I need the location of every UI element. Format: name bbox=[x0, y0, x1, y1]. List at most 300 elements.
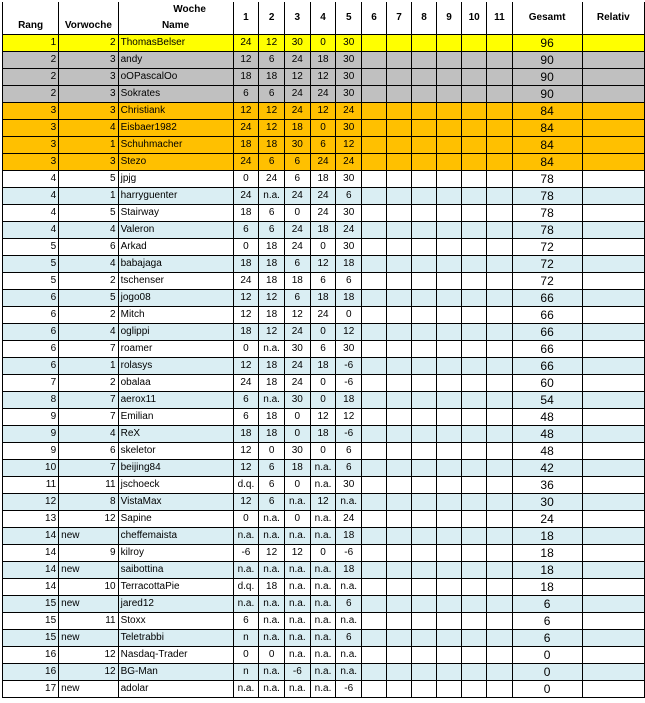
week-score-cell: 24 bbox=[284, 103, 310, 120]
relativ-cell bbox=[582, 52, 644, 69]
week-score-cell: 0 bbox=[233, 511, 259, 528]
week-score-cell: 24 bbox=[336, 103, 362, 120]
relativ-cell bbox=[582, 307, 644, 324]
week-score-cell: 18 bbox=[310, 52, 336, 69]
week-score-cell: 0 bbox=[310, 35, 336, 52]
week-score-cell: 12 bbox=[310, 103, 336, 120]
week-score-cell bbox=[387, 477, 412, 494]
relativ-cell bbox=[582, 426, 644, 443]
week-score-cell bbox=[387, 137, 412, 154]
week-score-cell bbox=[362, 511, 387, 528]
rang-cell: 6 bbox=[3, 290, 59, 307]
table-row bbox=[3, 222, 645, 239]
week-score-cell bbox=[436, 392, 461, 409]
week-score-cell: 0 bbox=[310, 375, 336, 392]
week-score-cell: 18 bbox=[310, 171, 336, 188]
week-score-cell bbox=[362, 647, 387, 664]
name-cell: oOPascalOo bbox=[118, 69, 233, 86]
week-score-cell: 24 bbox=[233, 188, 259, 205]
relativ-cell bbox=[582, 545, 644, 562]
week-score-cell bbox=[412, 613, 437, 630]
vorwoche-cell: 7 bbox=[59, 460, 118, 477]
week-score-cell bbox=[412, 664, 437, 681]
table-row bbox=[3, 256, 645, 273]
week-score-cell bbox=[387, 256, 412, 273]
week-score-cell bbox=[461, 69, 486, 86]
week-score-cell: n.a. bbox=[336, 647, 362, 664]
week-score-cell bbox=[412, 52, 437, 69]
week-score-cell bbox=[387, 290, 412, 307]
gesamt-cell: 66 bbox=[512, 358, 582, 375]
gesamt-cell: 66 bbox=[512, 290, 582, 307]
week-score-cell bbox=[387, 613, 412, 630]
week-score-cell: 18 bbox=[259, 256, 285, 273]
week-score-cell bbox=[461, 273, 486, 290]
week-score-cell: n.a. bbox=[233, 562, 259, 579]
week-score-cell bbox=[412, 460, 437, 477]
table-row bbox=[3, 324, 645, 341]
week-score-cell bbox=[461, 647, 486, 664]
table-row bbox=[3, 358, 645, 375]
week-score-cell bbox=[387, 375, 412, 392]
week-score-cell bbox=[461, 426, 486, 443]
week-score-cell bbox=[387, 562, 412, 579]
week-score-cell: 18 bbox=[233, 426, 259, 443]
week-score-cell: 12 bbox=[310, 69, 336, 86]
week-score-cell: n.a. bbox=[310, 647, 336, 664]
rang-cell: 14 bbox=[3, 545, 59, 562]
week-score-cell: 6 bbox=[233, 222, 259, 239]
week-score-cell: 24 bbox=[336, 154, 362, 171]
week-score-cell bbox=[461, 494, 486, 511]
table-row bbox=[3, 205, 645, 222]
gesamt-cell: 72 bbox=[512, 256, 582, 273]
gesamt-cell: 54 bbox=[512, 392, 582, 409]
week-score-cell: 12 bbox=[233, 52, 259, 69]
week-score-cell bbox=[412, 392, 437, 409]
week-score-cell: 6 bbox=[259, 222, 285, 239]
gesamt-header: Gesamt bbox=[512, 2, 582, 35]
week-score-cell bbox=[487, 596, 512, 613]
week-score-cell bbox=[436, 511, 461, 528]
week-score-cell: n.a. bbox=[259, 511, 285, 528]
week-score-cell bbox=[362, 460, 387, 477]
week-score-cell bbox=[412, 137, 437, 154]
week-score-cell bbox=[436, 103, 461, 120]
rang-cell: 3 bbox=[3, 120, 59, 137]
week-score-cell bbox=[436, 596, 461, 613]
vorwoche-header: Vorwoche bbox=[59, 18, 118, 35]
week-score-cell: 24 bbox=[233, 375, 259, 392]
week-score-cell bbox=[387, 120, 412, 137]
week-score-cell bbox=[487, 392, 512, 409]
week-score-cell bbox=[362, 171, 387, 188]
vorwoche-cell: 2 bbox=[59, 307, 118, 324]
week-score-cell bbox=[487, 52, 512, 69]
week-score-cell: n.a. bbox=[310, 477, 336, 494]
gesamt-cell: 0 bbox=[512, 664, 582, 681]
week-score-cell bbox=[362, 35, 387, 52]
week-score-cell bbox=[436, 528, 461, 545]
week-score-cell bbox=[387, 307, 412, 324]
week-score-cell: 0 bbox=[259, 647, 285, 664]
week-score-cell bbox=[412, 256, 437, 273]
week-score-cell: -6 bbox=[233, 545, 259, 562]
relativ-cell bbox=[582, 103, 644, 120]
relativ-cell bbox=[582, 528, 644, 545]
name-cell: Eisbaer1982 bbox=[118, 120, 233, 137]
week-score-cell: n.a. bbox=[284, 681, 310, 698]
week-score-cell: 30 bbox=[336, 205, 362, 222]
gesamt-cell: 42 bbox=[512, 460, 582, 477]
week-score-cell: 18 bbox=[233, 324, 259, 341]
name-cell: skeletor bbox=[118, 443, 233, 460]
relativ-cell bbox=[582, 239, 644, 256]
week-score-cell bbox=[362, 426, 387, 443]
table-row bbox=[3, 171, 645, 188]
week-score-cell bbox=[436, 426, 461, 443]
relativ-header: Relativ bbox=[582, 2, 644, 35]
week-score-cell bbox=[387, 35, 412, 52]
week-score-cell: 30 bbox=[284, 35, 310, 52]
week-score-cell: 30 bbox=[284, 341, 310, 358]
week-score-cell: 6 bbox=[336, 630, 362, 647]
week-score-cell bbox=[362, 392, 387, 409]
gesamt-cell: 78 bbox=[512, 188, 582, 205]
week-score-cell: 6 bbox=[233, 409, 259, 426]
vorwoche-cell: new bbox=[59, 562, 118, 579]
name-cell: Arkad bbox=[118, 239, 233, 256]
week-score-cell: n.a. bbox=[310, 528, 336, 545]
week-score-cell: 0 bbox=[310, 324, 336, 341]
week-score-cell bbox=[362, 375, 387, 392]
week-score-cell bbox=[362, 681, 387, 698]
gesamt-cell: 90 bbox=[512, 86, 582, 103]
week-score-cell: 18 bbox=[259, 358, 285, 375]
week-score-cell bbox=[387, 409, 412, 426]
name-cell: jared12 bbox=[118, 596, 233, 613]
week-score-cell bbox=[362, 69, 387, 86]
rang-header: Rang bbox=[3, 18, 59, 35]
gesamt-cell: 66 bbox=[512, 324, 582, 341]
gesamt-cell: 78 bbox=[512, 171, 582, 188]
name-cell: jpjg bbox=[118, 171, 233, 188]
week-score-cell: n.a. bbox=[259, 341, 285, 358]
week-score-cell: 0 bbox=[284, 205, 310, 222]
relativ-cell bbox=[582, 137, 644, 154]
rang-cell: 1 bbox=[3, 35, 59, 52]
gesamt-cell: 6 bbox=[512, 630, 582, 647]
relativ-cell bbox=[582, 171, 644, 188]
week-score-cell bbox=[436, 443, 461, 460]
table-row bbox=[3, 290, 645, 307]
week-score-cell bbox=[487, 375, 512, 392]
name-cell: harryguenter bbox=[118, 188, 233, 205]
week-score-cell: 18 bbox=[259, 307, 285, 324]
week-score-cell: 12 bbox=[259, 35, 285, 52]
week-score-cell bbox=[412, 341, 437, 358]
gesamt-cell: 72 bbox=[512, 273, 582, 290]
vorwoche-cell: 7 bbox=[59, 409, 118, 426]
week-score-cell: 6 bbox=[259, 154, 285, 171]
table-row bbox=[3, 392, 645, 409]
week-score-cell bbox=[487, 579, 512, 596]
gesamt-cell: 90 bbox=[512, 69, 582, 86]
week-score-cell: 30 bbox=[284, 392, 310, 409]
name-cell: aerox11 bbox=[118, 392, 233, 409]
name-cell: obalaa bbox=[118, 375, 233, 392]
week-header: 9 bbox=[436, 2, 461, 35]
week-score-cell bbox=[412, 545, 437, 562]
rang-cell: 12 bbox=[3, 494, 59, 511]
week-score-cell bbox=[412, 120, 437, 137]
rang-cell: 17 bbox=[3, 681, 59, 698]
week-score-cell bbox=[487, 239, 512, 256]
week-score-cell: 18 bbox=[284, 273, 310, 290]
gesamt-cell: 48 bbox=[512, 443, 582, 460]
week-score-cell: n.a. bbox=[284, 494, 310, 511]
week-score-cell bbox=[412, 630, 437, 647]
relativ-cell bbox=[582, 69, 644, 86]
week-score-cell bbox=[461, 341, 486, 358]
week-score-cell bbox=[387, 494, 412, 511]
week-score-cell: 18 bbox=[284, 460, 310, 477]
table-row bbox=[3, 307, 645, 324]
week-score-cell bbox=[487, 562, 512, 579]
gesamt-cell: 36 bbox=[512, 477, 582, 494]
vorwoche-cell: new bbox=[59, 596, 118, 613]
week-score-cell: 18 bbox=[259, 426, 285, 443]
name-cell: saibottina bbox=[118, 562, 233, 579]
week-score-cell bbox=[362, 52, 387, 69]
week-score-cell: n.a. bbox=[259, 664, 285, 681]
rang-cell: 4 bbox=[3, 188, 59, 205]
gesamt-cell: 84 bbox=[512, 154, 582, 171]
week-score-cell: n.a. bbox=[310, 511, 336, 528]
week-score-cell: 6 bbox=[233, 392, 259, 409]
week-score-cell bbox=[412, 443, 437, 460]
week-score-cell bbox=[487, 69, 512, 86]
rang-cell: 3 bbox=[3, 137, 59, 154]
table-row bbox=[3, 664, 645, 681]
week-score-cell bbox=[487, 256, 512, 273]
name-cell: Emilian bbox=[118, 409, 233, 426]
week-score-cell: 30 bbox=[336, 120, 362, 137]
week-score-cell bbox=[412, 222, 437, 239]
week-score-cell bbox=[362, 528, 387, 545]
week-score-cell bbox=[436, 290, 461, 307]
table-row bbox=[3, 579, 645, 596]
table-row bbox=[3, 154, 645, 171]
week-score-cell bbox=[412, 205, 437, 222]
week-score-cell bbox=[362, 188, 387, 205]
week-score-cell: 6 bbox=[284, 256, 310, 273]
week-score-cell bbox=[387, 69, 412, 86]
week-score-cell: 12 bbox=[259, 103, 285, 120]
week-score-cell: n.a. bbox=[310, 596, 336, 613]
table-row bbox=[3, 681, 645, 698]
week-score-cell bbox=[487, 103, 512, 120]
week-score-cell: 18 bbox=[259, 239, 285, 256]
table-row bbox=[3, 528, 645, 545]
week-score-cell bbox=[461, 103, 486, 120]
vorwoche-cell: 3 bbox=[59, 69, 118, 86]
name-cell: Mitch bbox=[118, 307, 233, 324]
week-score-cell bbox=[436, 171, 461, 188]
week-score-cell: 0 bbox=[233, 239, 259, 256]
week-score-cell: n.a. bbox=[310, 460, 336, 477]
week-score-cell: 0 bbox=[284, 477, 310, 494]
week-score-cell bbox=[412, 307, 437, 324]
vorwoche-cell: 3 bbox=[59, 103, 118, 120]
week-score-cell: 12 bbox=[336, 324, 362, 341]
week-score-cell bbox=[412, 239, 437, 256]
week-score-cell: n.a. bbox=[259, 630, 285, 647]
vorwoche-cell: 1 bbox=[59, 137, 118, 154]
rang-cell: 5 bbox=[3, 239, 59, 256]
week-score-cell bbox=[412, 494, 437, 511]
rang-cell: 16 bbox=[3, 664, 59, 681]
week-score-cell bbox=[461, 443, 486, 460]
week-score-cell bbox=[436, 307, 461, 324]
week-score-cell: 12 bbox=[284, 307, 310, 324]
week-score-cell bbox=[436, 324, 461, 341]
relativ-cell bbox=[582, 460, 644, 477]
relativ-cell bbox=[582, 256, 644, 273]
gesamt-cell: 66 bbox=[512, 341, 582, 358]
week-score-cell: 12 bbox=[233, 290, 259, 307]
week-score-cell bbox=[487, 341, 512, 358]
vorwoche-cell: 3 bbox=[59, 154, 118, 171]
gesamt-cell: 48 bbox=[512, 426, 582, 443]
name-cell: tschenser bbox=[118, 273, 233, 290]
week-score-cell bbox=[412, 647, 437, 664]
vorwoche-cell: 7 bbox=[59, 341, 118, 358]
vorwoche-cell: 2 bbox=[59, 273, 118, 290]
week-score-cell bbox=[461, 358, 486, 375]
week-score-cell: 6 bbox=[259, 205, 285, 222]
week-score-cell bbox=[362, 579, 387, 596]
week-score-cell bbox=[436, 664, 461, 681]
table-row bbox=[3, 460, 645, 477]
relativ-cell bbox=[582, 494, 644, 511]
week-score-cell: n.a. bbox=[259, 528, 285, 545]
name-cell: Stairway bbox=[118, 205, 233, 222]
name-cell: jschoeck bbox=[118, 477, 233, 494]
vorwoche-cell: 5 bbox=[59, 171, 118, 188]
vorwoche-cell: 1 bbox=[59, 358, 118, 375]
week-score-cell: 0 bbox=[310, 545, 336, 562]
week-score-cell bbox=[487, 307, 512, 324]
name-cell: beijing84 bbox=[118, 460, 233, 477]
week-score-cell bbox=[487, 477, 512, 494]
week-header: 5 bbox=[336, 2, 362, 35]
week-score-cell bbox=[412, 426, 437, 443]
week-score-cell bbox=[387, 171, 412, 188]
week-score-cell bbox=[387, 596, 412, 613]
vorwoche-cell: 4 bbox=[59, 120, 118, 137]
week-score-cell bbox=[461, 188, 486, 205]
week-score-cell bbox=[412, 35, 437, 52]
week-score-cell: 18 bbox=[310, 290, 336, 307]
week-score-cell: n.a. bbox=[259, 392, 285, 409]
relativ-cell bbox=[582, 613, 644, 630]
week-score-cell: n.a. bbox=[284, 579, 310, 596]
table-row bbox=[3, 137, 645, 154]
week-score-cell bbox=[487, 545, 512, 562]
week-score-cell: 0 bbox=[336, 307, 362, 324]
week-score-cell: 0 bbox=[310, 443, 336, 460]
week-score-cell: n.a. bbox=[284, 596, 310, 613]
week-score-cell bbox=[362, 222, 387, 239]
week-score-cell bbox=[461, 681, 486, 698]
week-score-cell: n.a. bbox=[310, 681, 336, 698]
week-score-cell: n.a. bbox=[310, 630, 336, 647]
relativ-cell bbox=[582, 358, 644, 375]
relativ-cell bbox=[582, 630, 644, 647]
week-score-cell bbox=[362, 307, 387, 324]
week-score-cell: n.a. bbox=[259, 596, 285, 613]
week-score-cell: 0 bbox=[284, 426, 310, 443]
gesamt-cell: 84 bbox=[512, 120, 582, 137]
week-score-cell bbox=[362, 358, 387, 375]
table-row bbox=[3, 239, 645, 256]
rang-cell: 4 bbox=[3, 205, 59, 222]
week-score-cell: 12 bbox=[233, 358, 259, 375]
week-header: 4 bbox=[310, 2, 336, 35]
week-score-cell bbox=[436, 681, 461, 698]
week-score-cell bbox=[412, 103, 437, 120]
week-score-cell bbox=[461, 528, 486, 545]
week-score-cell bbox=[387, 358, 412, 375]
week-score-cell: 12 bbox=[259, 290, 285, 307]
week-score-cell: 18 bbox=[233, 256, 259, 273]
vorwoche-cell: 12 bbox=[59, 511, 118, 528]
vorwoche-cell: 6 bbox=[59, 443, 118, 460]
week-header: 3 bbox=[284, 2, 310, 35]
week-score-cell bbox=[387, 545, 412, 562]
week-score-cell: 24 bbox=[284, 52, 310, 69]
week-score-cell: 30 bbox=[336, 69, 362, 86]
week-score-cell: n.a. bbox=[336, 613, 362, 630]
week-score-cell: 0 bbox=[284, 409, 310, 426]
week-header: 6 bbox=[362, 2, 387, 35]
name-cell: oglippi bbox=[118, 324, 233, 341]
week-score-cell bbox=[387, 511, 412, 528]
week-score-cell bbox=[487, 409, 512, 426]
relativ-cell bbox=[582, 477, 644, 494]
week-score-cell bbox=[436, 562, 461, 579]
vorwoche-cell: 2 bbox=[59, 35, 118, 52]
week-score-cell: 6 bbox=[233, 613, 259, 630]
vorwoche-cell: 3 bbox=[59, 52, 118, 69]
week-score-cell bbox=[362, 103, 387, 120]
rang-cell: 14 bbox=[3, 579, 59, 596]
rang-cell: 9 bbox=[3, 409, 59, 426]
name-cell: Christiank bbox=[118, 103, 233, 120]
week-score-cell: 30 bbox=[336, 239, 362, 256]
week-score-cell: 0 bbox=[259, 443, 285, 460]
vorwoche-cell: 11 bbox=[59, 477, 118, 494]
week-score-cell bbox=[461, 205, 486, 222]
week-score-cell: 6 bbox=[259, 86, 285, 103]
week-score-cell: 18 bbox=[310, 426, 336, 443]
week-score-cell bbox=[387, 681, 412, 698]
week-score-cell bbox=[362, 239, 387, 256]
week-score-cell bbox=[412, 86, 437, 103]
table-row bbox=[3, 86, 645, 103]
week-score-cell: 0 bbox=[310, 392, 336, 409]
